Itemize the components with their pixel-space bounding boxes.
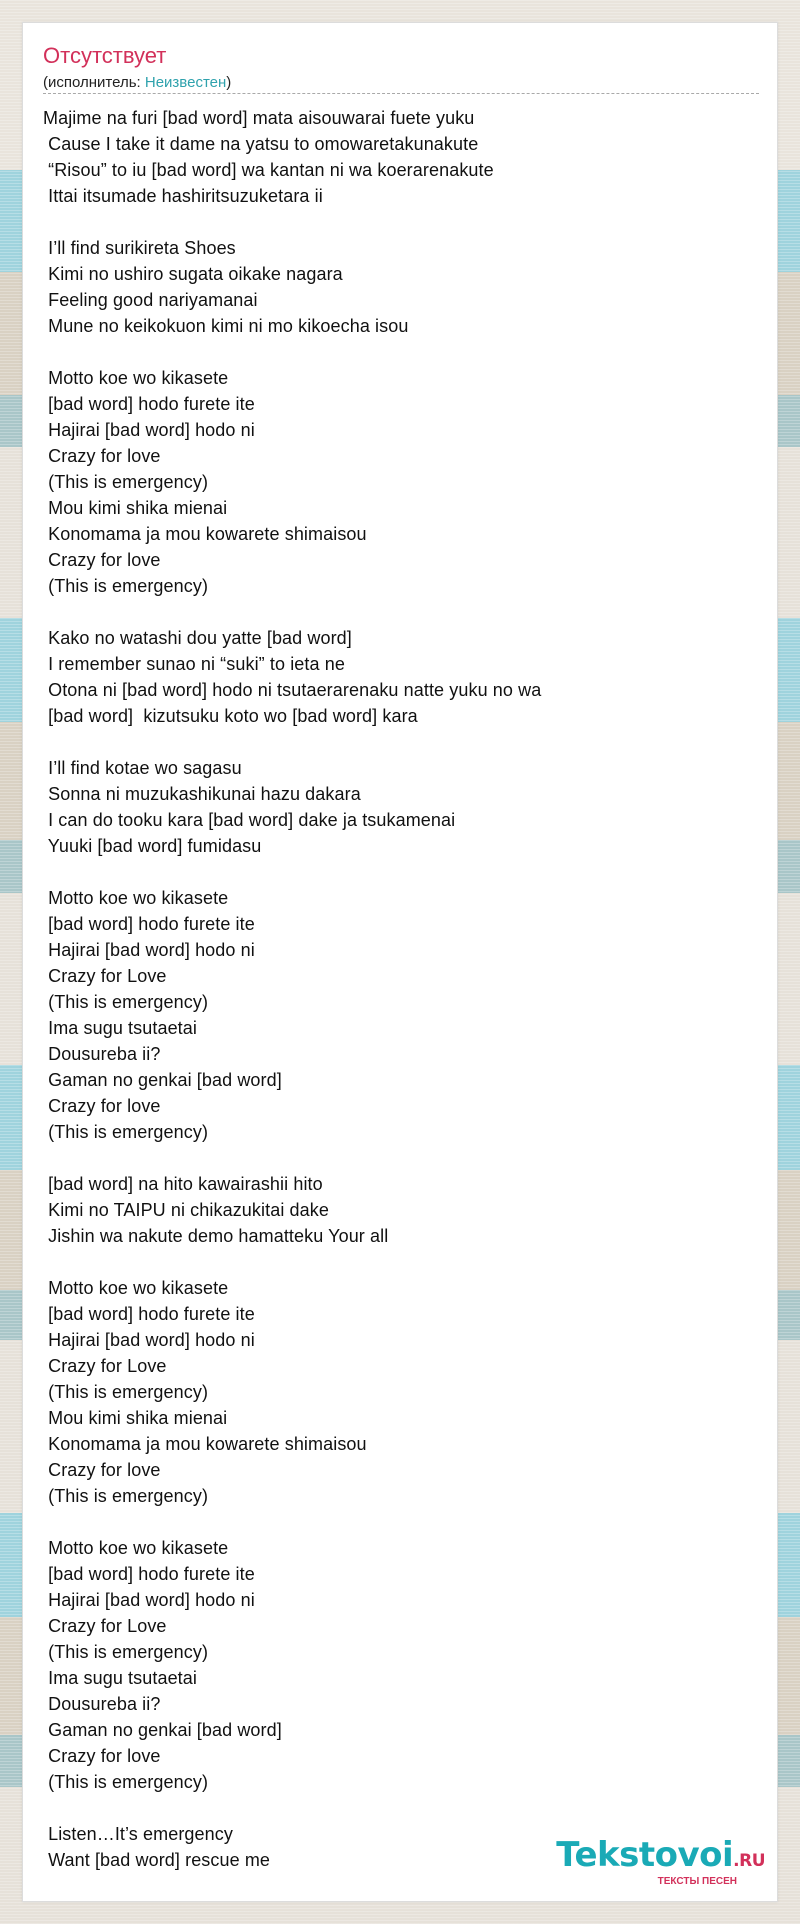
- lyric-line: [bad word] na hito kawairashii hito: [43, 1174, 323, 1194]
- artist-line: [43, 73, 759, 92]
- lyric-line: I remember sunao ni “suki” to ieta ne: [43, 654, 345, 674]
- artist-link[interactable]: Неизвестен: [144, 74, 227, 91]
- lyric-line: Motto koe wo kikasete: [43, 368, 229, 388]
- song-header: [43, 43, 759, 92]
- artist-suffix: ): [226, 74, 232, 91]
- lyric-line: Kako no watashi dou yatte [bad word]: [43, 628, 352, 648]
- logo-subtitle: ТЕКСТЫ ПЕСЕН: [657, 1876, 737, 1887]
- lyric-blank-line: [43, 1145, 759, 1171]
- lyric-line: I’ll find kotae wo sagasu: [43, 758, 242, 778]
- lyrics-text: [43, 105, 759, 1873]
- lyric-line: Gaman no genkai [bad word]: [43, 1070, 282, 1090]
- lyric-line: Want [bad word] rescue me: [43, 1850, 271, 1870]
- lyric-line: Crazy for Love: [43, 966, 167, 986]
- lyric-line: Konomama ja mou kowarete shimaisou: [43, 1434, 367, 1454]
- lyric-line: Mou kimi shika mienai: [43, 498, 228, 518]
- lyric-line: Motto koe wo kikasete: [43, 888, 229, 908]
- lyric-line: Hajirai [bad word] hodo ni: [43, 420, 255, 440]
- lyric-blank-line: [43, 859, 759, 885]
- lyric-line: Ima sugu tsutaetai: [43, 1018, 197, 1038]
- lyric-line: Konomama ja mou kowarete shimaisou: [43, 524, 367, 544]
- lyric-blank-line: [43, 1509, 759, 1535]
- lyric-line: Majime na furi [bad word] mata aisouwarai fuete yuku: [43, 108, 475, 128]
- lyric-line: (This is emergency): [43, 472, 209, 492]
- lyric-line: Listen…It’s emergency: [43, 1824, 233, 1844]
- song-title: Отсутствует: [43, 43, 167, 68]
- lyric-line: Kimi no TAIPU ni chikazukitai dake: [43, 1200, 329, 1220]
- lyric-line: Crazy for Love: [43, 1356, 167, 1376]
- lyric-line: I’ll find surikireta Shoes: [43, 238, 236, 258]
- lyric-line: Cause I take it dame na yatsu to omowaretakunakute: [43, 134, 479, 154]
- lyric-line: Crazy for love: [43, 446, 161, 466]
- lyric-line: Yuuki [bad word] fumidasu: [43, 836, 262, 856]
- lyrics-card: [22, 22, 778, 1902]
- lyric-line: Ittai itsumade hashiritsuzuketara ii: [43, 186, 323, 206]
- lyric-line: Hajirai [bad word] hodo ni: [43, 940, 255, 960]
- lyric-line: Motto koe wo kikasete: [43, 1278, 229, 1298]
- lyric-line: (This is emergency): [43, 1382, 209, 1402]
- lyric-line: (This is emergency): [43, 1772, 209, 1792]
- lyric-line: Sonna ni muzukashikunai hazu dakara: [43, 784, 361, 804]
- lyric-line: Crazy for love: [43, 1460, 161, 1480]
- lyric-line: “Risou” to iu [bad word] wa kantan ni wa koerarenakute: [43, 160, 494, 180]
- logo-main-text: Tekstovoi: [556, 1835, 734, 1875]
- header-divider: [43, 93, 759, 94]
- lyric-blank-line: [43, 209, 759, 235]
- lyric-line: Crazy for Love: [43, 1616, 167, 1636]
- lyric-line: Dousureba ii?: [43, 1694, 161, 1714]
- lyric-line: Crazy for love: [43, 550, 161, 570]
- lyric-line: Hajirai [bad word] hodo ni: [43, 1330, 255, 1350]
- lyric-line: [bad word] hodo furete ite: [43, 1304, 255, 1324]
- lyric-line: (This is emergency): [43, 992, 209, 1012]
- lyric-line: I can do tooku kara [bad word] dake ja tsukamenai: [43, 810, 456, 830]
- lyric-line: Mune no keikokuon kimi ni mo kikoecha isou: [43, 316, 409, 336]
- lyric-line: Kimi no ushiro sugata oikake nagara: [43, 264, 343, 284]
- lyric-line: [bad word] hodo furete ite: [43, 394, 255, 414]
- lyric-line: Otona ni [bad word] hodo ni tsutaerarenaku natte yuku no wa: [43, 680, 542, 700]
- lyric-line: Mou kimi shika mienai: [43, 1408, 228, 1428]
- artist-prefix: (исполнитель:: [43, 74, 145, 91]
- lyric-line: (This is emergency): [43, 1122, 209, 1142]
- lyric-line: [bad word] hodo furete ite: [43, 914, 255, 934]
- lyric-blank-line: [43, 1795, 759, 1821]
- lyric-line: Hajirai [bad word] hodo ni: [43, 1590, 255, 1610]
- lyric-line: [bad word] kizutsuku koto wo [bad word] kara: [43, 706, 418, 726]
- lyric-line: Jishin wa nakute demo hamatteku Your all: [43, 1226, 389, 1246]
- lyric-line: Motto koe wo kikasete: [43, 1538, 229, 1558]
- lyric-blank-line: [43, 339, 759, 365]
- lyric-line: Crazy for love: [43, 1746, 161, 1766]
- logo-tld: .RU: [733, 1851, 765, 1871]
- lyric-line: [bad word] hodo furete ite: [43, 1564, 255, 1584]
- lyric-line: (This is emergency): [43, 1486, 209, 1506]
- lyric-blank-line: [43, 729, 759, 755]
- lyric-line: Ima sugu tsutaetai: [43, 1668, 197, 1688]
- lyric-line: (This is emergency): [43, 1642, 209, 1662]
- lyric-line: Feeling good nariyamanai: [43, 290, 258, 310]
- lyric-line: Gaman no genkai [bad word]: [43, 1720, 282, 1740]
- lyric-line: (This is emergency): [43, 576, 209, 596]
- lyric-blank-line: [43, 599, 759, 625]
- lyric-blank-line: [43, 1249, 759, 1275]
- lyric-line: Crazy for love: [43, 1096, 161, 1116]
- site-logo[interactable]: [535, 1835, 765, 1887]
- lyric-line: Dousureba ii?: [43, 1044, 161, 1064]
